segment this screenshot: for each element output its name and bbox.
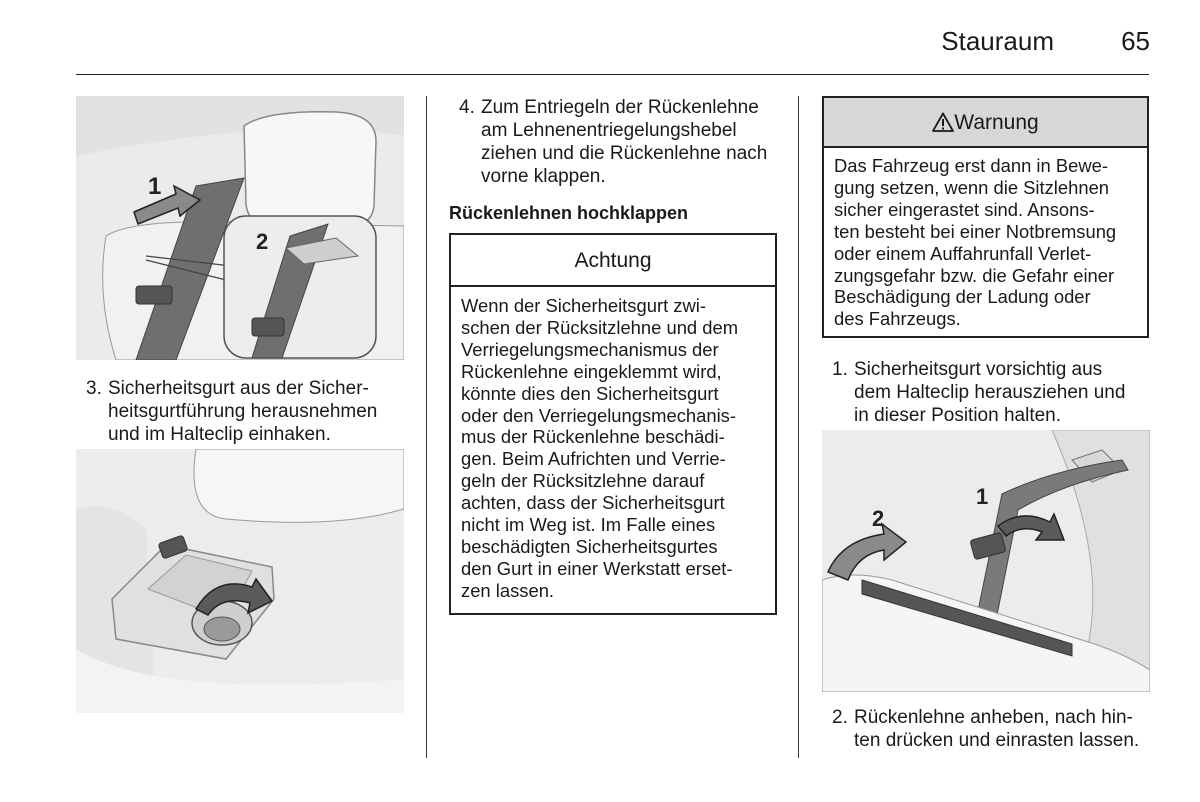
caution-line: Wenn der Sicherheitsgurt zwi-	[461, 295, 706, 316]
caution-line: Verriegelungsmechanismus der	[461, 338, 719, 360]
step-1-number: 1.	[832, 359, 848, 380]
step-1-line-2: dem Halteclip herausziehen und	[854, 382, 1126, 403]
step-1	[832, 358, 1152, 428]
caution-line: geln der Rücksitzlehne darauf	[461, 470, 705, 492]
figure3-label-1: 1	[976, 484, 989, 509]
step-2-line-2: ten drücken und einrasten lassen.	[854, 730, 1140, 751]
warning-line: Das Fahrzeug erst dann in Bewe-	[834, 155, 1108, 176]
step-2	[832, 706, 1152, 754]
section-title: Stauraum	[941, 26, 1054, 56]
step-3	[86, 377, 406, 447]
warning-line: gung setzen, wenn die Sitzlehnen	[834, 176, 1110, 198]
step-3-line-2: heitsgurtführung herausnehmen	[108, 401, 378, 422]
warning-line: des Fahrzeugs.	[834, 308, 961, 330]
section-subheading: Rückenlehnen hochklappen	[449, 203, 689, 223]
step-3-line-3: und im Halteclip einhaken.	[108, 424, 331, 445]
warning-body	[824, 148, 1147, 330]
step-3-number: 3.	[86, 378, 102, 399]
warning-line: ten besteht bei einer Notbremsung	[834, 220, 1117, 242]
step-3-line-1: Sicherheitsgurt aus der Sicher-	[108, 378, 369, 399]
warning-triangle-icon	[932, 112, 954, 132]
caution-line: Rückenlehne eingeklemmt wird,	[461, 360, 722, 382]
column-divider-2	[798, 96, 799, 758]
headrest-shape	[244, 112, 376, 228]
step-1-line-1: Sicherheitsgurt vorsichtig aus	[854, 359, 1103, 380]
header-rule	[76, 74, 1149, 75]
warning-line: Beschädigung der Ladung oder	[834, 286, 1091, 308]
caution-line: gen. Beim Aufrichten und Verrie-	[461, 448, 726, 470]
caution-box	[449, 233, 777, 615]
step-4-line-1: Zum Entriegeln der Rückenlehne	[481, 97, 759, 118]
caution-line: achten, dass der Sicherheitsgurt	[461, 492, 725, 514]
caution-line: zen lassen.	[461, 579, 555, 601]
figure-seatback-raise	[822, 430, 1150, 692]
step-4-line-3: ziehen und die Rückenlehne nach	[481, 143, 768, 164]
figure1-label-2: 2	[256, 229, 269, 254]
caution-line: schen der Rücksitzlehne und dem	[461, 316, 739, 338]
figure3-label-2: 2	[872, 506, 885, 531]
warning-box	[822, 96, 1149, 338]
warning-line: oder einem Auffahrunfall Verlet-	[834, 242, 1092, 264]
figure-seatbelt-guide	[76, 96, 404, 360]
caution-line: nicht im Weg ist. Im Falle eines	[461, 514, 716, 536]
step-2-line-1: Rückenlehne anheben, nach hin-	[854, 707, 1133, 728]
caution-title: Achtung	[451, 235, 775, 287]
warning-line: zungsgefahr bzw. die Gefahr einer	[834, 264, 1115, 286]
step-4-line-4: vorne klappen.	[481, 166, 606, 187]
step-4-line-2: am Lehnenentriegelungshebel	[481, 120, 737, 141]
warning-title: Warnung	[954, 111, 1039, 134]
caution-line: könnte dies den Sicherheitsgurt	[461, 382, 719, 404]
page-number: 65	[1121, 26, 1150, 56]
step-4-number: 4.	[459, 97, 475, 118]
figure1-label-1: 1	[148, 173, 162, 200]
figure-halteclip	[76, 449, 404, 713]
caution-line: oder den Verriegelungsmechanis-	[461, 404, 737, 426]
warning-header	[824, 98, 1147, 148]
warning-line: sicher eingerastet sind. Ansons-	[834, 198, 1095, 220]
column-divider-1	[426, 96, 427, 758]
caution-line: mus der Rückenlehne beschädi-	[461, 426, 725, 448]
caution-line: beschädigten Sicherheitsgurtes	[461, 535, 718, 557]
step-2-number: 2.	[832, 707, 848, 728]
caution-body	[451, 287, 775, 602]
step-4	[459, 96, 789, 188]
step-1-line-3: in dieser Position halten.	[854, 405, 1062, 426]
caution-line: den Gurt in einer Werkstatt erset-	[461, 557, 733, 579]
